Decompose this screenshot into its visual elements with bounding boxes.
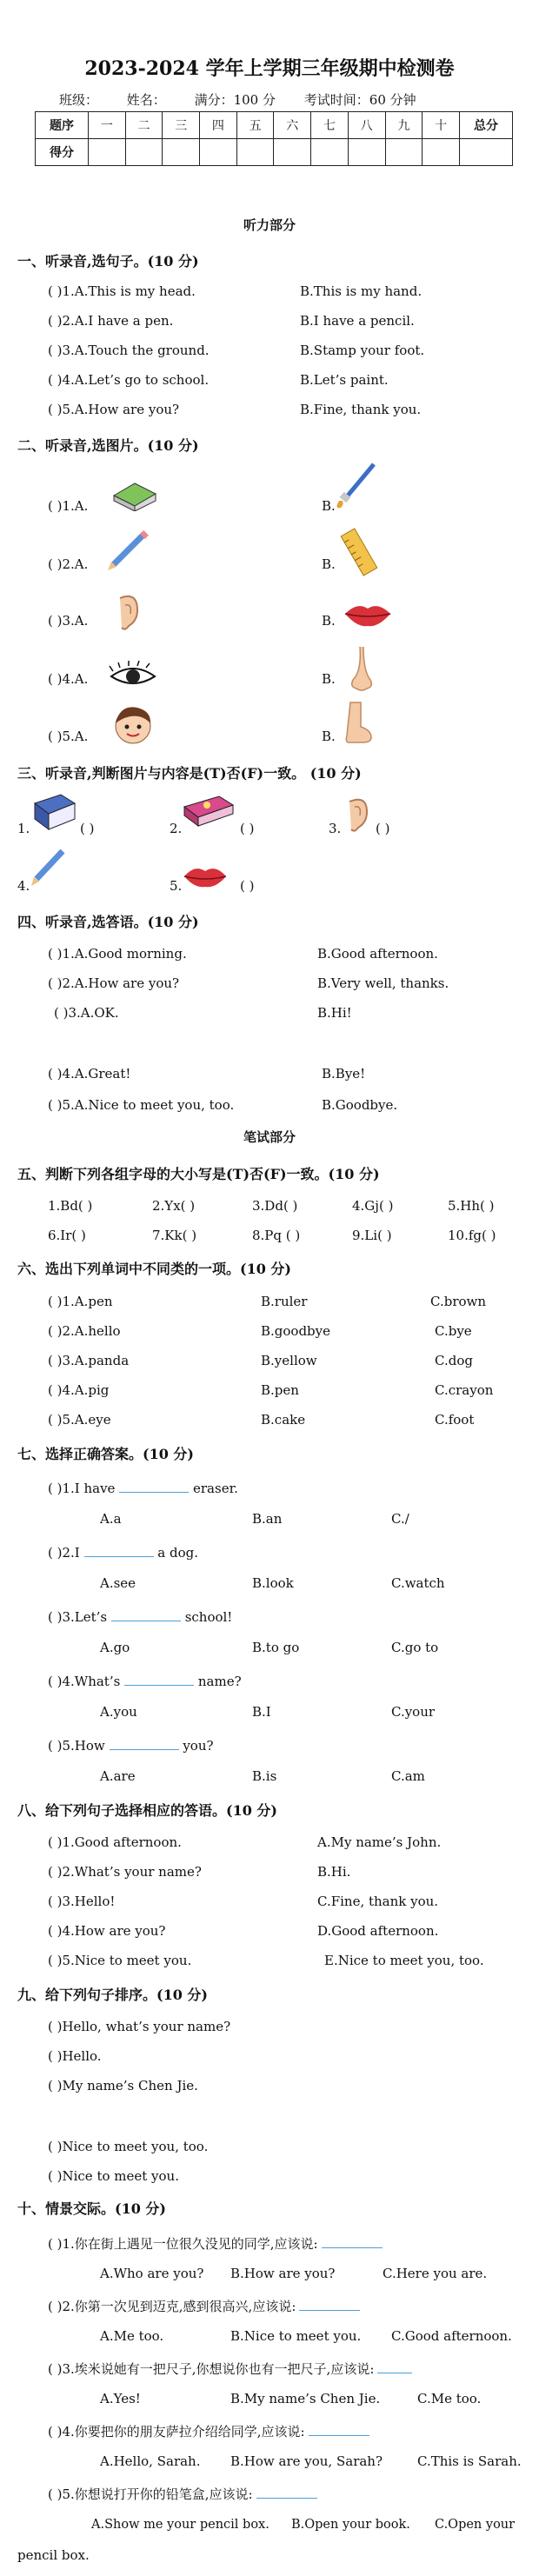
answer-blank[interactable] — [309, 2423, 369, 2436]
s5-item: 5.Hh( ) — [448, 1198, 495, 1214]
s7-q5-end: you? — [183, 1738, 214, 1754]
score-col: 九 — [385, 112, 423, 139]
s10-q4 — [48, 2422, 369, 2440]
s7-q4-end: name? — [197, 1674, 242, 1689]
name-label: 姓名： — [126, 92, 166, 108]
s8-q1-a: ( )1.Good afternoon. — [48, 1834, 182, 1850]
answer-blank[interactable] — [111, 1608, 181, 1621]
s1-q3-a: ( )3.A.Touch the ground. — [48, 343, 210, 358]
s1-q1-a: ( )1.A.This is my head. — [48, 283, 196, 299]
score-col: 五 — [236, 112, 274, 139]
s7-q4 — [48, 1673, 242, 1689]
s2-q2-b: B. — [322, 556, 336, 572]
s6-q2-a: ( )2.A.hello — [48, 1323, 121, 1339]
score-cell[interactable] — [348, 139, 385, 166]
s3-answer-3[interactable]: ( ) — [376, 821, 390, 836]
s6-q3-b: B.yellow — [261, 1353, 317, 1368]
s10-q2-a: A.Me too. — [100, 2328, 164, 2344]
answer-blank[interactable] — [119, 1480, 189, 1493]
s10-q5-stem: ( )5.你想说打开你的铅笔盒,应该说: — [48, 2486, 253, 2502]
s7-q2-c: C.watch — [391, 1575, 445, 1591]
s4-q1-a: ( )1.A.Good morning. — [48, 946, 187, 962]
score-cell[interactable] — [274, 139, 311, 166]
s7-q1-c: C./ — [391, 1511, 409, 1527]
s6-q2-b: B.goodbye — [261, 1323, 331, 1339]
s10-q5-c: C.Open your — [435, 2518, 516, 2532]
s6-q5-a: ( )5.A.eye — [48, 1412, 111, 1428]
section-1-title: 一、听录音,选句子。(10 分) — [17, 253, 199, 270]
s10-q4-stem: ( )4.你要把你的朋友萨拉介绍给同学,应该说: — [48, 2424, 305, 2440]
s6-q3-c: C.dog — [435, 1353, 473, 1368]
s2-q4-a: ( )4.A. — [48, 671, 89, 687]
s9-item-5: ( )Nice to meet you. — [48, 2168, 179, 2184]
s9-item-1: ( )Hello, what’s your name? — [48, 2019, 231, 2034]
student-info-line — [59, 90, 441, 109]
score-cell[interactable] — [423, 139, 460, 166]
s7-q5-stem: ( )5.How — [48, 1738, 105, 1754]
s10-q3-b: B.My name’s Chen Jie. — [230, 2391, 381, 2406]
s5-item: 9.Li( ) — [352, 1228, 392, 1243]
answer-blank[interactable] — [299, 2298, 360, 2311]
s7-q1-stem: ( )1.I have — [48, 1481, 116, 1496]
s2-q3-b: B. — [322, 613, 336, 629]
s1-q5-b: B.Fine, thank you. — [300, 402, 422, 417]
s2-q5-a: ( )5.A. — [48, 729, 89, 744]
s7-q4-b: B.I — [252, 1704, 271, 1720]
s6-q1-a: ( )1.A.pen — [48, 1294, 113, 1309]
s6-q4-c: C.crayon — [435, 1382, 494, 1398]
section-6-title: 六、选出下列单词中不同类的一项。(10 分) — [17, 1261, 291, 1277]
score-cell[interactable] — [236, 139, 274, 166]
s4-q2-a: ( )2.A.How are you? — [48, 975, 180, 991]
section-7-title: 七、选择正确答案。(10 分) — [17, 1446, 194, 1462]
s8-q4-a: ( )4.How are you? — [48, 1923, 166, 1939]
s7-q1-b: B.an — [252, 1511, 283, 1527]
s6-q5-c: C.foot — [435, 1412, 475, 1428]
full-score: 满分：100 分 — [194, 92, 276, 108]
s2-q3-a: ( )3.A. — [48, 613, 89, 629]
answer-blank[interactable] — [84, 1544, 154, 1557]
s4-q3-a: ( )3.A.OK. — [54, 1005, 119, 1021]
listening-part-heading: 听力部分 — [243, 217, 296, 233]
s10-q4-b: B.How are you, Sarah? — [230, 2453, 383, 2469]
s10-q2-stem: ( )2.你第一次见到迈克,感到很高兴,应该说: — [48, 2299, 296, 2314]
paintbrush-icon — [330, 459, 383, 511]
s2-q1-a: ( )1.A. — [48, 498, 89, 514]
s10-q5-c-tail: pencil box. — [17, 2547, 90, 2563]
s10-q2 — [48, 2297, 360, 2315]
s5-item: 10.fg( ) — [448, 1228, 496, 1243]
answer-blank[interactable] — [322, 2235, 383, 2248]
score-table — [35, 111, 513, 166]
ear-icon — [111, 591, 143, 635]
s7-q2 — [48, 1544, 198, 1561]
s1-q4-b: B.Let’s paint. — [300, 372, 389, 388]
s2-q2-a: ( )2.A. — [48, 556, 89, 572]
s4-q4-b: B.Bye! — [322, 1066, 366, 1082]
s7-q5-b: B.is — [252, 1768, 277, 1784]
score-col: 一 — [89, 112, 126, 139]
score-cell[interactable] — [200, 139, 237, 166]
s10-q5 — [48, 2485, 317, 2503]
s6-q4-b: B.pen — [261, 1382, 299, 1398]
s7-q4-c: C.your — [391, 1704, 436, 1720]
face-icon — [111, 702, 155, 746]
s8-q4-b: D.Good afternoon. — [317, 1923, 439, 1939]
score-col: 二 — [125, 112, 163, 139]
s10-q3-a: A.Yes! — [100, 2391, 141, 2406]
s5-item: 8.Pq ( ) — [252, 1228, 301, 1243]
section-9-title: 九、给下列句子排序。(10 分) — [17, 1987, 208, 2003]
score-col: 六 — [274, 112, 311, 139]
score-cell[interactable] — [125, 139, 163, 166]
s7-q5-c: C.am — [391, 1768, 425, 1784]
s4-q5-a: ( )5.A.Nice to meet you, too. — [48, 1097, 235, 1113]
s4-q5-b: B.Goodbye. — [322, 1097, 398, 1113]
answer-blank[interactable] — [110, 1737, 179, 1750]
ruler-icon — [339, 526, 383, 578]
s2-q4-b: B. — [322, 671, 336, 687]
eraser-icon — [109, 476, 161, 511]
s3-answer-2[interactable]: ( ) — [240, 821, 255, 836]
s9-item-4: ( )Nice to meet you, too. — [48, 2139, 209, 2154]
score-row-label: 得分 — [36, 139, 89, 166]
book-icon — [30, 791, 78, 833]
s3-answer-5[interactable]: ( ) — [240, 878, 255, 894]
s4-q1-b: B.Good afternoon. — [317, 946, 438, 962]
s7-q2-end: a dog. — [157, 1545, 198, 1561]
s7-q2-b: B.look — [252, 1575, 294, 1591]
s8-q5-a: ( )5.Nice to meet you. — [48, 1953, 192, 1968]
s3-answer-1[interactable]: ( ) — [80, 821, 95, 836]
section-5-title: 五、判断下列各组字母的大小写是(T)否(F)一致。(10 分) — [17, 1166, 380, 1182]
s8-q5-b: E.Nice to meet you, too. — [324, 1953, 484, 1968]
s7-q4-a: A.you — [100, 1704, 137, 1720]
mouth-icon — [342, 600, 394, 629]
s10-q1 — [48, 2234, 383, 2253]
s10-q1-a: A.Who are you? — [100, 2266, 204, 2281]
s10-q1-c: C.Here you are. — [383, 2266, 488, 2281]
eye-icon — [108, 661, 158, 692]
s4-q2-b: B.Very well, thanks. — [317, 975, 449, 991]
s10-q5-b: B.Open your book. — [291, 2518, 410, 2532]
section-10-title: 十、情景交际。(10 分) — [17, 2200, 166, 2217]
s7-q1-end: eraser. — [193, 1481, 238, 1496]
s10-q1-b: B.How are you? — [230, 2266, 336, 2281]
s6-q1-b: B.ruler — [261, 1294, 308, 1309]
s8-q2-b: B.Hi. — [317, 1864, 351, 1880]
answer-blank[interactable] — [124, 1673, 194, 1686]
writing-part-heading: 笔试部分 — [243, 1129, 296, 1145]
s5-item: 3.Dd( ) — [252, 1198, 298, 1214]
nose-icon — [344, 645, 379, 694]
s3-label-1: 1. — [17, 821, 30, 836]
s8-q3-a: ( )3.Hello! — [48, 1894, 116, 1909]
s5-item: 4.Gj( ) — [352, 1198, 394, 1214]
s8-q2-a: ( )2.What’s your name? — [48, 1864, 202, 1880]
s2-q1-b: B. — [322, 498, 336, 514]
s7-q1-a: A.a — [100, 1511, 122, 1527]
s7-q5-a: A.are — [100, 1768, 136, 1784]
s3-label-3: 3. — [329, 821, 342, 836]
s10-q3 — [48, 2360, 412, 2378]
score-col: 四 — [200, 112, 237, 139]
s7-q3-a: A.go — [100, 1640, 130, 1655]
s6-q3-a: ( )3.A.panda — [48, 1353, 130, 1368]
score-cell[interactable] — [163, 139, 200, 166]
score-cell[interactable] — [311, 139, 349, 166]
s6-q2-c: C.bye — [435, 1323, 472, 1339]
s1-q2-b: B.I have a pencil. — [300, 313, 415, 329]
mouth-icon — [181, 862, 230, 890]
s10-q4-a: A.Hello, Sarah. — [100, 2453, 201, 2469]
s10-q3-stem: ( )3.埃米说她有一把尺子,你想说你也有一把尺子,应该说: — [48, 2361, 375, 2377]
ear-icon — [343, 795, 372, 835]
s10-q2-b: B.Nice to meet you. — [230, 2328, 362, 2344]
s8-q3-b: C.Fine, thank you. — [317, 1894, 439, 1909]
s7-q3-stem: ( )3.Let’s — [48, 1609, 108, 1625]
score-col: 七 — [311, 112, 349, 139]
answer-blank[interactable] — [256, 2486, 317, 2499]
answer-blank[interactable] — [377, 2360, 412, 2373]
section-2-title: 二、听录音,选图片。(10 分) — [17, 437, 199, 454]
s5-item: 1.Bd( ) — [48, 1198, 93, 1214]
s7-q3-c: C.go to — [391, 1640, 439, 1655]
s7-q5 — [48, 1737, 214, 1754]
s5-item: 6.Ir( ) — [48, 1228, 86, 1243]
s5-item: 7.Kk( ) — [152, 1228, 197, 1243]
s3-label-5: 5. — [170, 878, 183, 894]
s3-label-4: 4. — [17, 878, 30, 894]
s1-q3-b: B.Stamp your foot. — [300, 343, 425, 358]
score-col: 三 — [163, 112, 200, 139]
pencil-box-icon — [181, 793, 236, 829]
s7-q4-stem: ( )4.What’s — [48, 1674, 121, 1689]
class-label: 班级： — [59, 92, 99, 108]
page-title: 2023-2024 学年上学期三年级期中检测卷 — [84, 57, 455, 80]
s5-item: 2.Yx( ) — [152, 1198, 196, 1214]
s10-q1-stem: ( )1.你在街上遇见一位很久没见的同学,应该说: — [48, 2236, 318, 2252]
foot-icon — [342, 701, 376, 744]
score-cell[interactable] — [460, 139, 513, 166]
s1-q1-b: B.This is my hand. — [300, 283, 423, 299]
section-8-title: 八、给下列句子选择相应的答语。(10 分) — [17, 1802, 277, 1819]
score-total-label: 总分 — [460, 112, 513, 139]
s2-q5-b: B. — [322, 729, 336, 744]
s7-q3 — [48, 1608, 232, 1625]
s9-item-3: ( )My name’s Chen Jie. — [48, 2078, 198, 2093]
s10-q2-c: C.Good afternoon. — [391, 2328, 512, 2344]
s7-q3-end: school! — [184, 1609, 233, 1625]
exam-time: 考试时间：60 分钟 — [303, 92, 416, 108]
score-table-row-label: 题序 — [36, 112, 89, 139]
pencil-icon — [26, 848, 70, 889]
s6-q1-c: C.brown — [430, 1294, 487, 1309]
s10-q4-c: C.This is Sarah. — [417, 2453, 522, 2469]
s7-q2-a: A.see — [100, 1575, 136, 1591]
s10-q5-a: A.Show me your pencil box. — [91, 2518, 270, 2532]
s7-q1 — [48, 1480, 238, 1496]
score-cell[interactable] — [89, 139, 126, 166]
s1-q4-a: ( )4.A.Let’s go to school. — [48, 372, 210, 388]
s9-item-2: ( )Hello. — [48, 2048, 102, 2064]
section-4-title: 四、听录音,选答语。(10 分) — [17, 914, 199, 930]
s6-q5-b: B.cake — [261, 1412, 306, 1428]
score-col: 八 — [348, 112, 385, 139]
s3-label-2: 2. — [170, 821, 183, 836]
s4-q4-a: ( )4.A.Great! — [48, 1066, 131, 1082]
s7-q3-b: B.to go — [252, 1640, 300, 1655]
s4-q3-b: B.Hi! — [317, 1005, 352, 1021]
s6-q4-a: ( )4.A.pig — [48, 1382, 110, 1398]
section-3-title: 三、听录音,判断图片与内容是(T)否(F)一致。 (10 分) — [17, 765, 362, 782]
score-col: 十 — [423, 112, 460, 139]
pencil-icon — [103, 530, 155, 574]
s1-q5-a: ( )5.A.How are you? — [48, 402, 180, 417]
s1-q2-a: ( )2.A.I have a pen. — [48, 313, 174, 329]
s8-q1-b: A.My name’s John. — [317, 1834, 442, 1850]
score-cell[interactable] — [385, 139, 423, 166]
s10-q3-c: C.Me too. — [417, 2391, 482, 2406]
s7-q2-stem: ( )2.I — [48, 1545, 80, 1561]
